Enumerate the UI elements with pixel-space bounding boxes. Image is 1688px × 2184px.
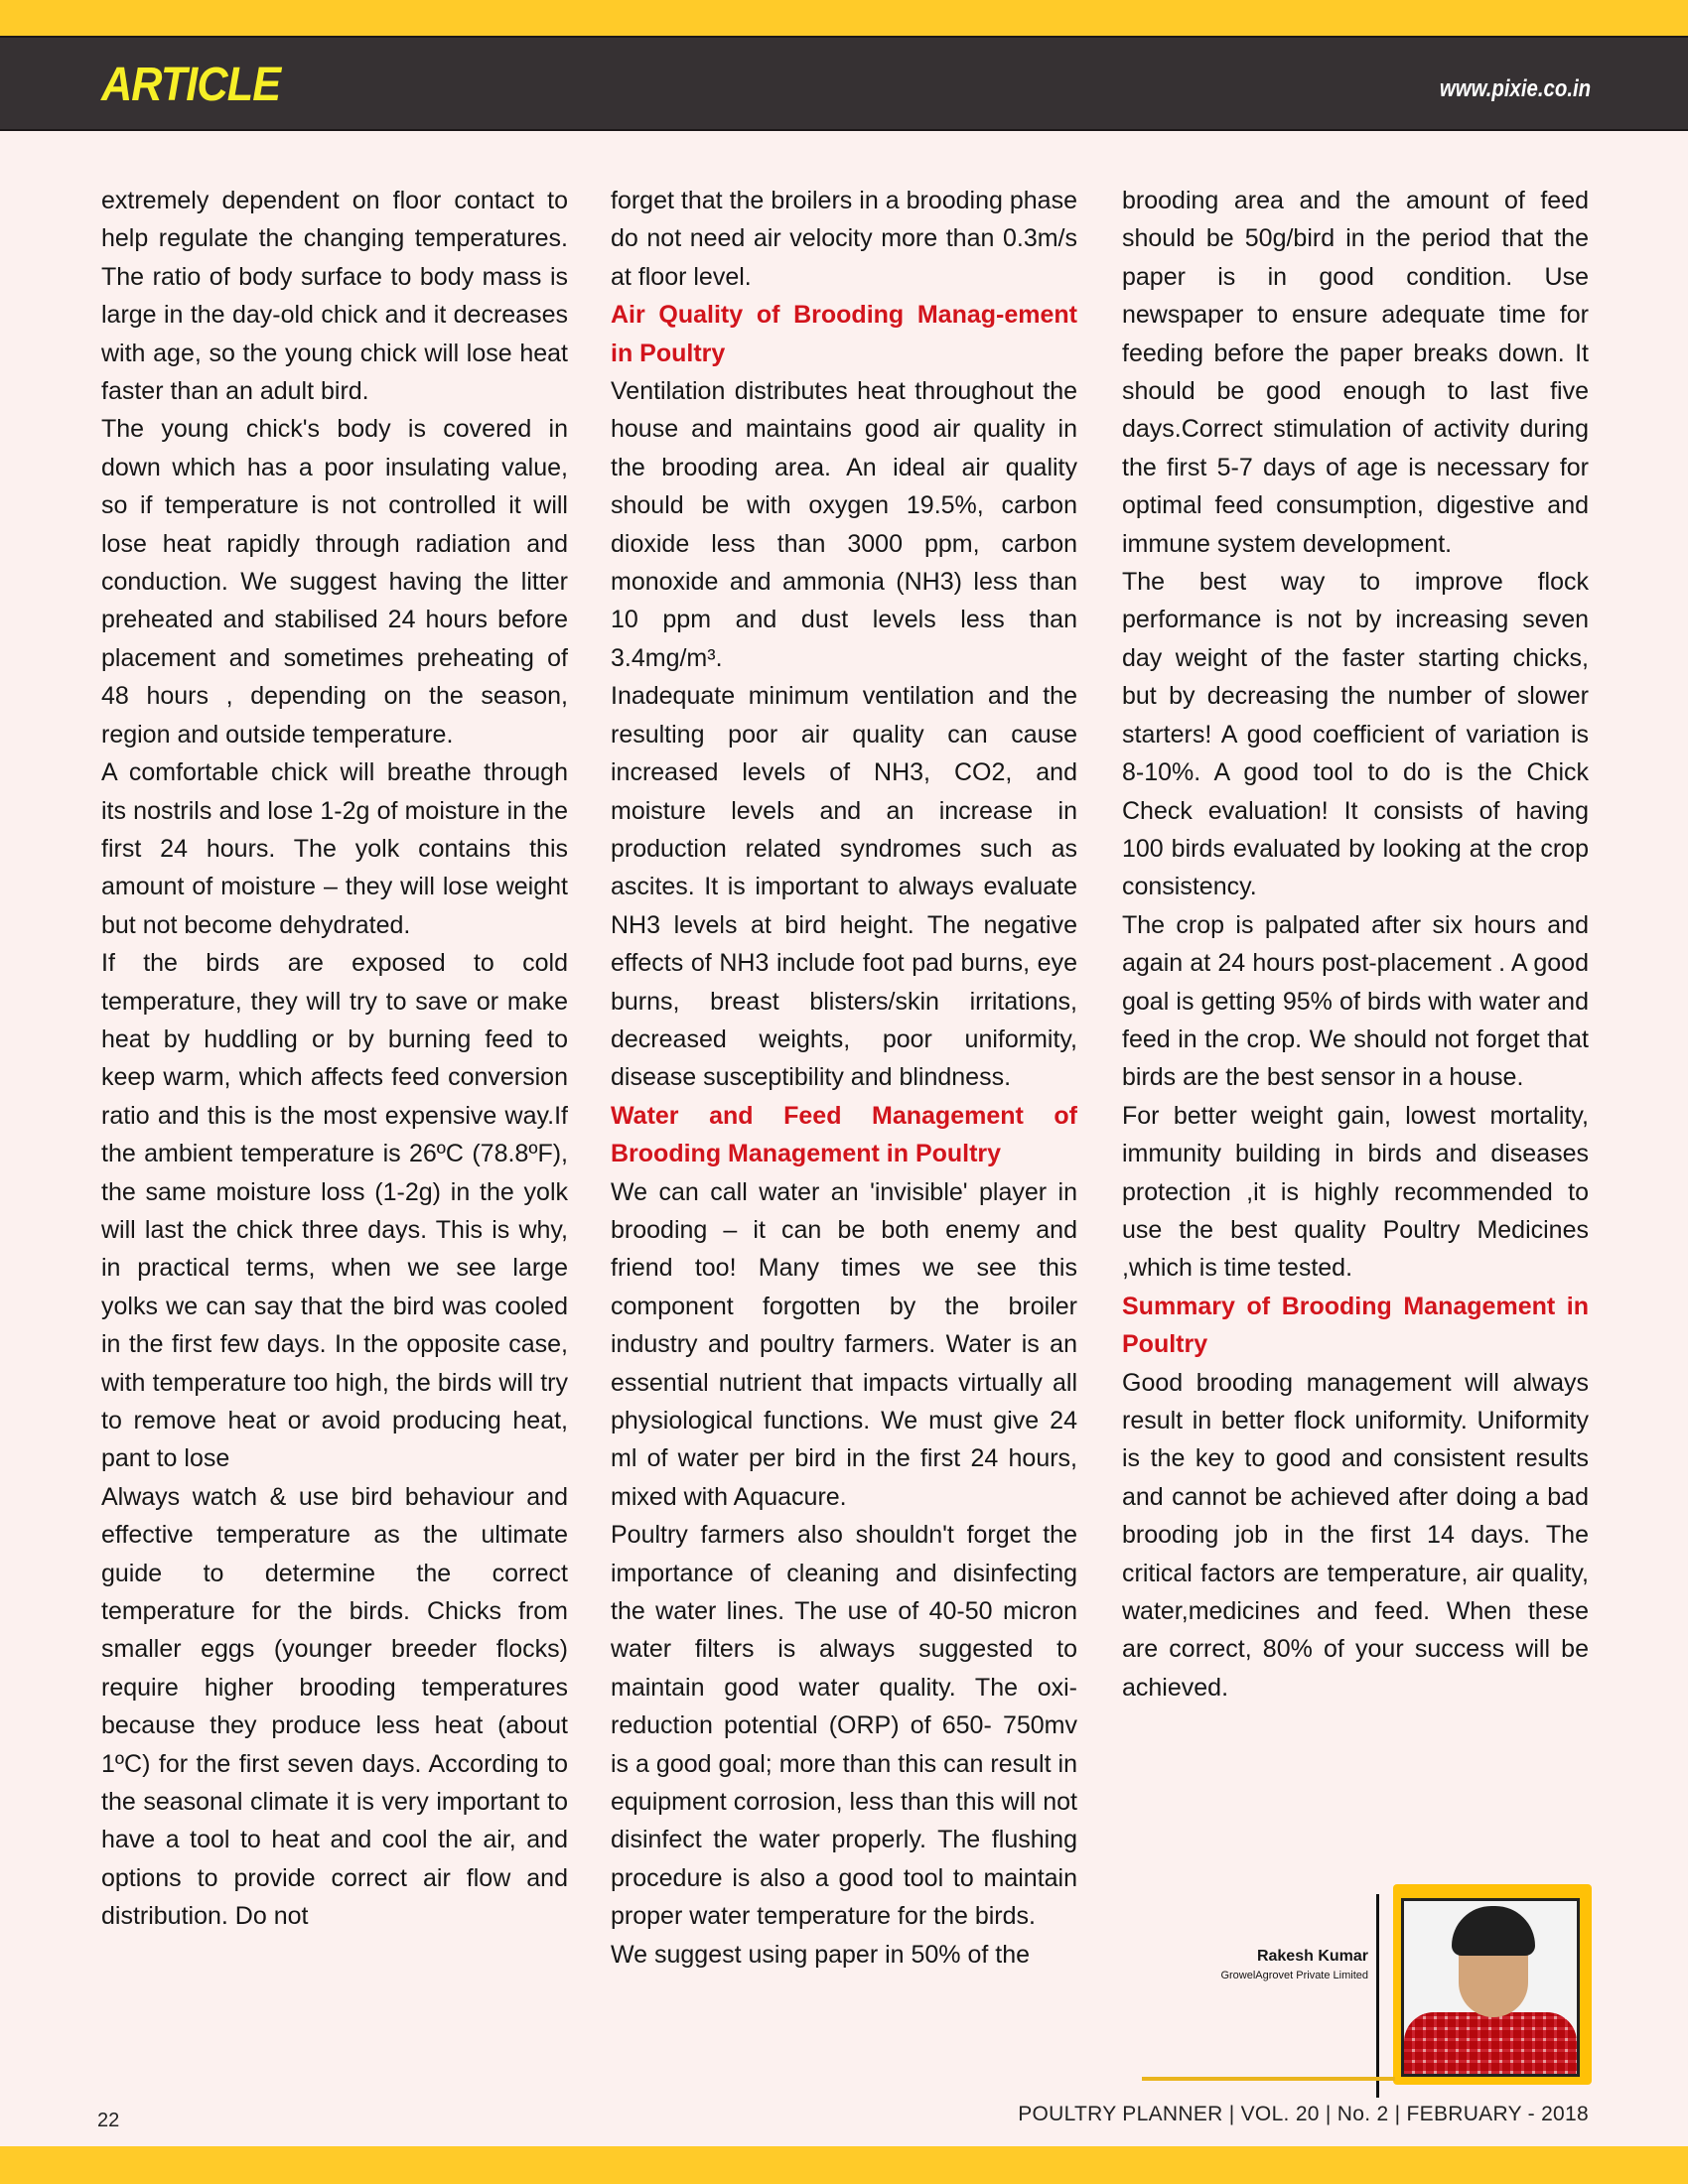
paragraph: Ventilation distributes heat throughout the house and maintains good air quality in the brooding area. An ideal air quality should be with oxygen 19.5%, carbon dioxide less than 3000 ppm, carbon monoxide and ammonia (NH3) less than 10 ppm and dust levels less than 3.4mg/m³. [611,377,1077,672]
paragraph: forget that the broilers in a brooding phase do not need air velocity more than 0.3m/s at floor level. [611,187,1077,291]
paragraph: Always watch & use bird behaviour and effective temperature as the ultimate guide to determine the correct temperature for the birds. Chicks from smaller eggs (younger breeder flocks) require higher brooding temperatures because they produce less heat (about 1ºC) for the first seven days. According to the seasonal climate it is very important to have a tool to heat and cool the air, and options to provide correct air flow and distribution. Do not [101,1482,568,1931]
section-heading-water-feed: Water and Feed Management of Brooding Management in Poultry [611,1101,1077,1168]
paragraph: Inadequate minimum ventilation and the resulting poor air quality can cause increased levels of NH3, CO2, and moisture levels and an increase in production related syndromes such as ascites. It is important to always evaluate NH3 levels at bird height. The negative effects of NH3 include foot pad burns, eye burns, breast blisters/skin irritations, decreased weights, poor uniformity, disease susceptibility and blindness. [611,682,1077,1092]
paragraph: brooding area and the amount of feed should be 50g/bird in the period that the paper is in good condition. Use newspaper to ensure adequate time for feeding before the paper breaks down. It should be good enough to last five days.Correct stimulation of activity during the first 5-7 days of age is necessary for optimal feed consumption, digestive and immune system development. [1122,187,1589,558]
paragraph: We suggest using paper in 50% of the [611,1940,1031,1969]
website-link[interactable]: www.pixie.co.in [1439,75,1591,102]
author-box [1142,1866,1599,2080]
paragraph: For better weight gain, lowest mortality, immunity building in birds and diseases protection ,it is highly recommended to use the best quality Poultry Medicines ,which is time tested. [1122,1101,1589,1283]
author-portrait-icon [1401,1898,1580,2077]
paragraph: A comfortable chick will breathe through its nostrils and lose 1-2g of moisture in the first 24 hours. The yolk contains this amount of moisture – they will lose weight but not become dehydrated. [101,758,568,939]
author-photo-frame [1393,1884,1592,2085]
paragraph: Good brooding management will always result in better flock uniformity. Uniformity is the key to good and consistent results and cannot be achieved after doing a bad brooding job in the first 14 days. The critical factors are temperature, air quality, water,medicines and feed. When these are correct, 80% of your success will be achieved. [1122,1368,1589,1702]
paragraph: Poultry farmers also shouldn't forget the importance of cleaning and disinfecting the water lines. The use of 40-50 micron water filters is always suggested to maintain good water quality. The oxi-reduction potential (ORP) of 650- 750mv is a good goal; more than this can result in equipment corrosion, less than this will not disinfect the water properly. The flushing procedure is also a good tool to maintain proper water temperature for the birds. [611,1521,1077,1931]
top-yellow-strip [0,0,1688,36]
paragraph: If the birds are exposed to cold temperature, they will try to save or make heat by huddling or by burning feed to keep warm, which affects feed conversion ratio and this is the most expensive way.If the ambient temperature is 26ºC (78.8ºF), the same moisture loss (1-2g) in the yolk will last the chick three days. This is why, in practical terms, when we see large yolks we can say that the bird was cooled in the first few days. In the opposite case, with temperature too high, the birds will try to remove heat or avoid producing heat, pant to lose [101,949,568,1473]
article-column-2 [611,182,1077,1974]
paragraph: The crop is palpated after six hours and again at 24 hours post-placement . A good goal is getting 95% of birds with water and feed in the crop. We should not forget that birds are the best sensor in a house. [1122,910,1589,1092]
section-label: ARTICLE [101,59,281,111]
section-heading-air-quality: Air Quality of Brooding Manag-ement in Poultry [611,301,1077,367]
page-header [0,36,1688,131]
author-name: Rakesh Kumar [1256,1948,1368,1965]
paragraph: The best way to improve flock performance is not by increasing seven day weight of the faster starting chicks, but by decreasing the number of slower starters! A good coefficient of variation is 8-10%. A good tool to do is the Chick Check evaluation! It consists of having 100 birds evaluated by looking at the crop consistency. [1122,568,1589,901]
section-heading-summary: Summary of Brooding Management in Poultry [1122,1292,1589,1359]
author-company: GrowelAgrovet Private Limited [1220,1970,1368,1981]
magazine-info: POULTRY PLANNER | VOL. 20 | No. 2 | FEBRUARY - 2018 [1018,2103,1589,2125]
paragraph: We can call water an 'invisible' player in brooding – it can be both enemy and friend too! Many times we see this component forgotten by the broiler industry and poultry farmers. Water is an essential nutrient that impacts virtually all physiological functions. We must give 24 ml of water per bird in the first 24 hours, mixed with Aquacure. [611,1177,1077,1511]
article-column-1 [101,182,568,1936]
bottom-yellow-strip [0,2146,1688,2184]
divider [1376,1894,1379,2098]
paragraph: extremely dependent on floor contact to help regulate the changing temperatures. The ratio of body surface to body mass is large in the day-old chick and it decreases with age, so the young chick will lose heat faster than an adult bird. [101,187,568,406]
paragraph: The young chick's body is covered in down which has a poor insulating value, so if temperature is not controlled it will lose heat rapidly through radiation and conduction. We suggest having the litter preheated and stabilised 24 hours before placement and sometimes preheating of 48 hours , depending on the season, region and outside temperature. [101,415,568,749]
divider [1142,2077,1395,2081]
page-number: 22 [97,2110,120,2131]
article-column-3 [1122,182,1589,1706]
